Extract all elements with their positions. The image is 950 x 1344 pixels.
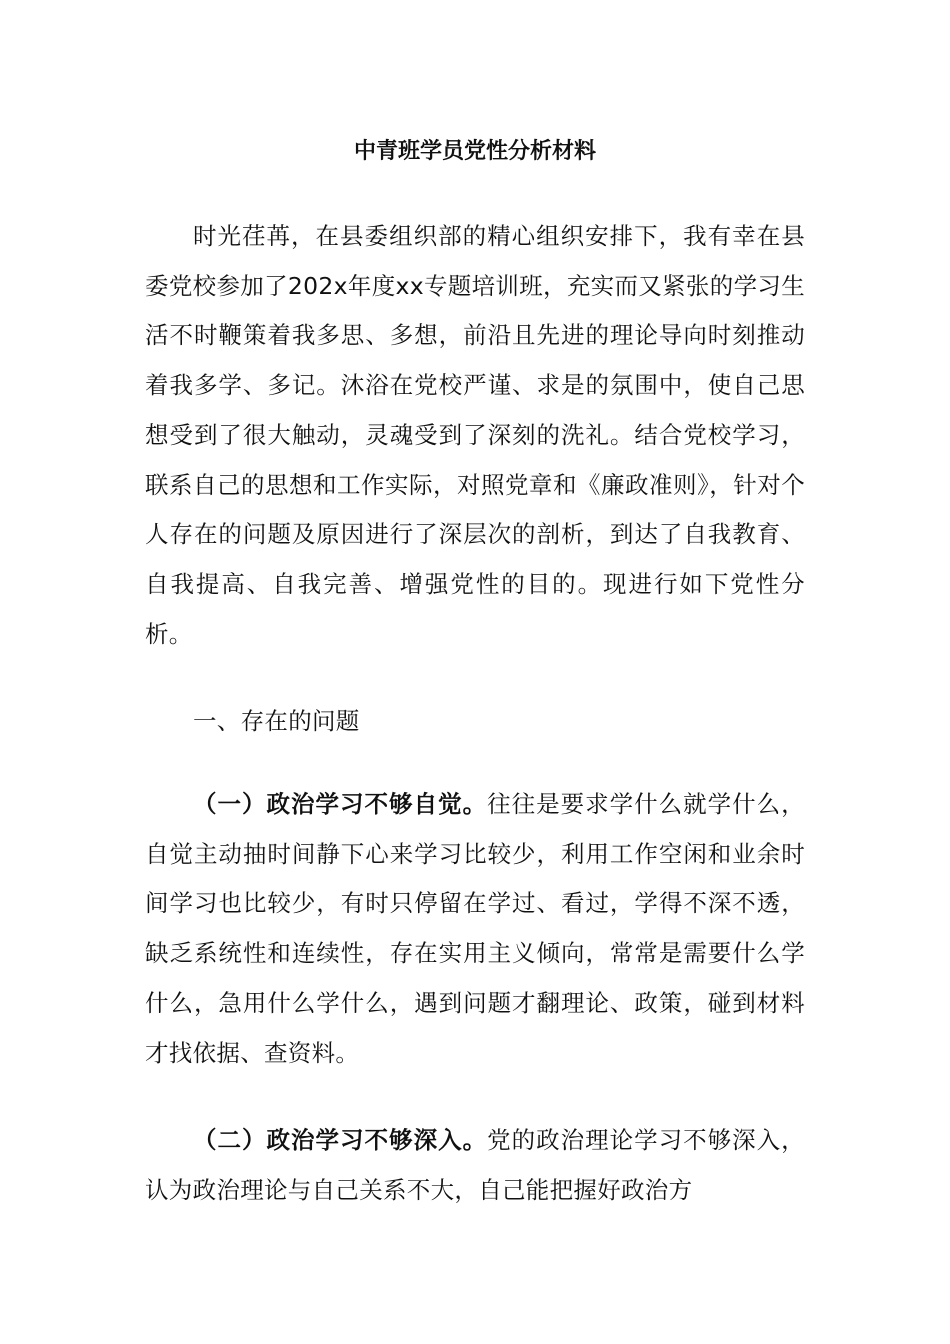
problem-item-1: [145, 780, 805, 1078]
document-title: 中青班学员党性分析材料: [353, 139, 596, 164]
problem-item-1-body: 往往是要求学什么就学什么，自觉主动抽时间静下心来学习比较少，利用工作空闲和业余时间学习也比较少，有时只停留在学过、看过，学得不深不透，缺乏系统性和连续性，存在实用主义倾向，常常是需要什么学什么，急用什么学什么，遇到问题才翻理论、政策，碰到材料才找依据、查资料。: [145, 790, 805, 1067]
problem-item-2-body: 党的政治理论学习不够深入，认为政治理论与自己关系不大，自己能把握好政治方: [145, 1126, 805, 1204]
problem-item-1-heading: （一）政治学习不够自觉。: [193, 790, 488, 818]
problem-item-2-heading: （二）政治学习不够深入。: [193, 1126, 488, 1154]
problem-item-2: [145, 1116, 805, 1215]
intro-paragraph: 时光荏苒，在县委组织部的精心组织安排下，我有幸在县委党校参加了202x年度xx专题培训班，充实而又紧张的学习生活不时鞭策着我多思、多想，前沿且先进的理论导向时刻推动着我多学、多记。沐浴在党校严谨、求是的氛围中，使自己思想受到了很大触动，灵魂受到了深刻的洗礼。结合党校学习，联系自己的思想和工作实际，对照党章和《廉政准则》，针对个人存在的问题及原因进行了深层次的剖析，到达了自我教育、自我提高、自我完善、增强党性的目的。现进行如下党性分析。: [145, 222, 805, 648]
section-heading-problems: 一、存在的问题: [193, 707, 360, 735]
